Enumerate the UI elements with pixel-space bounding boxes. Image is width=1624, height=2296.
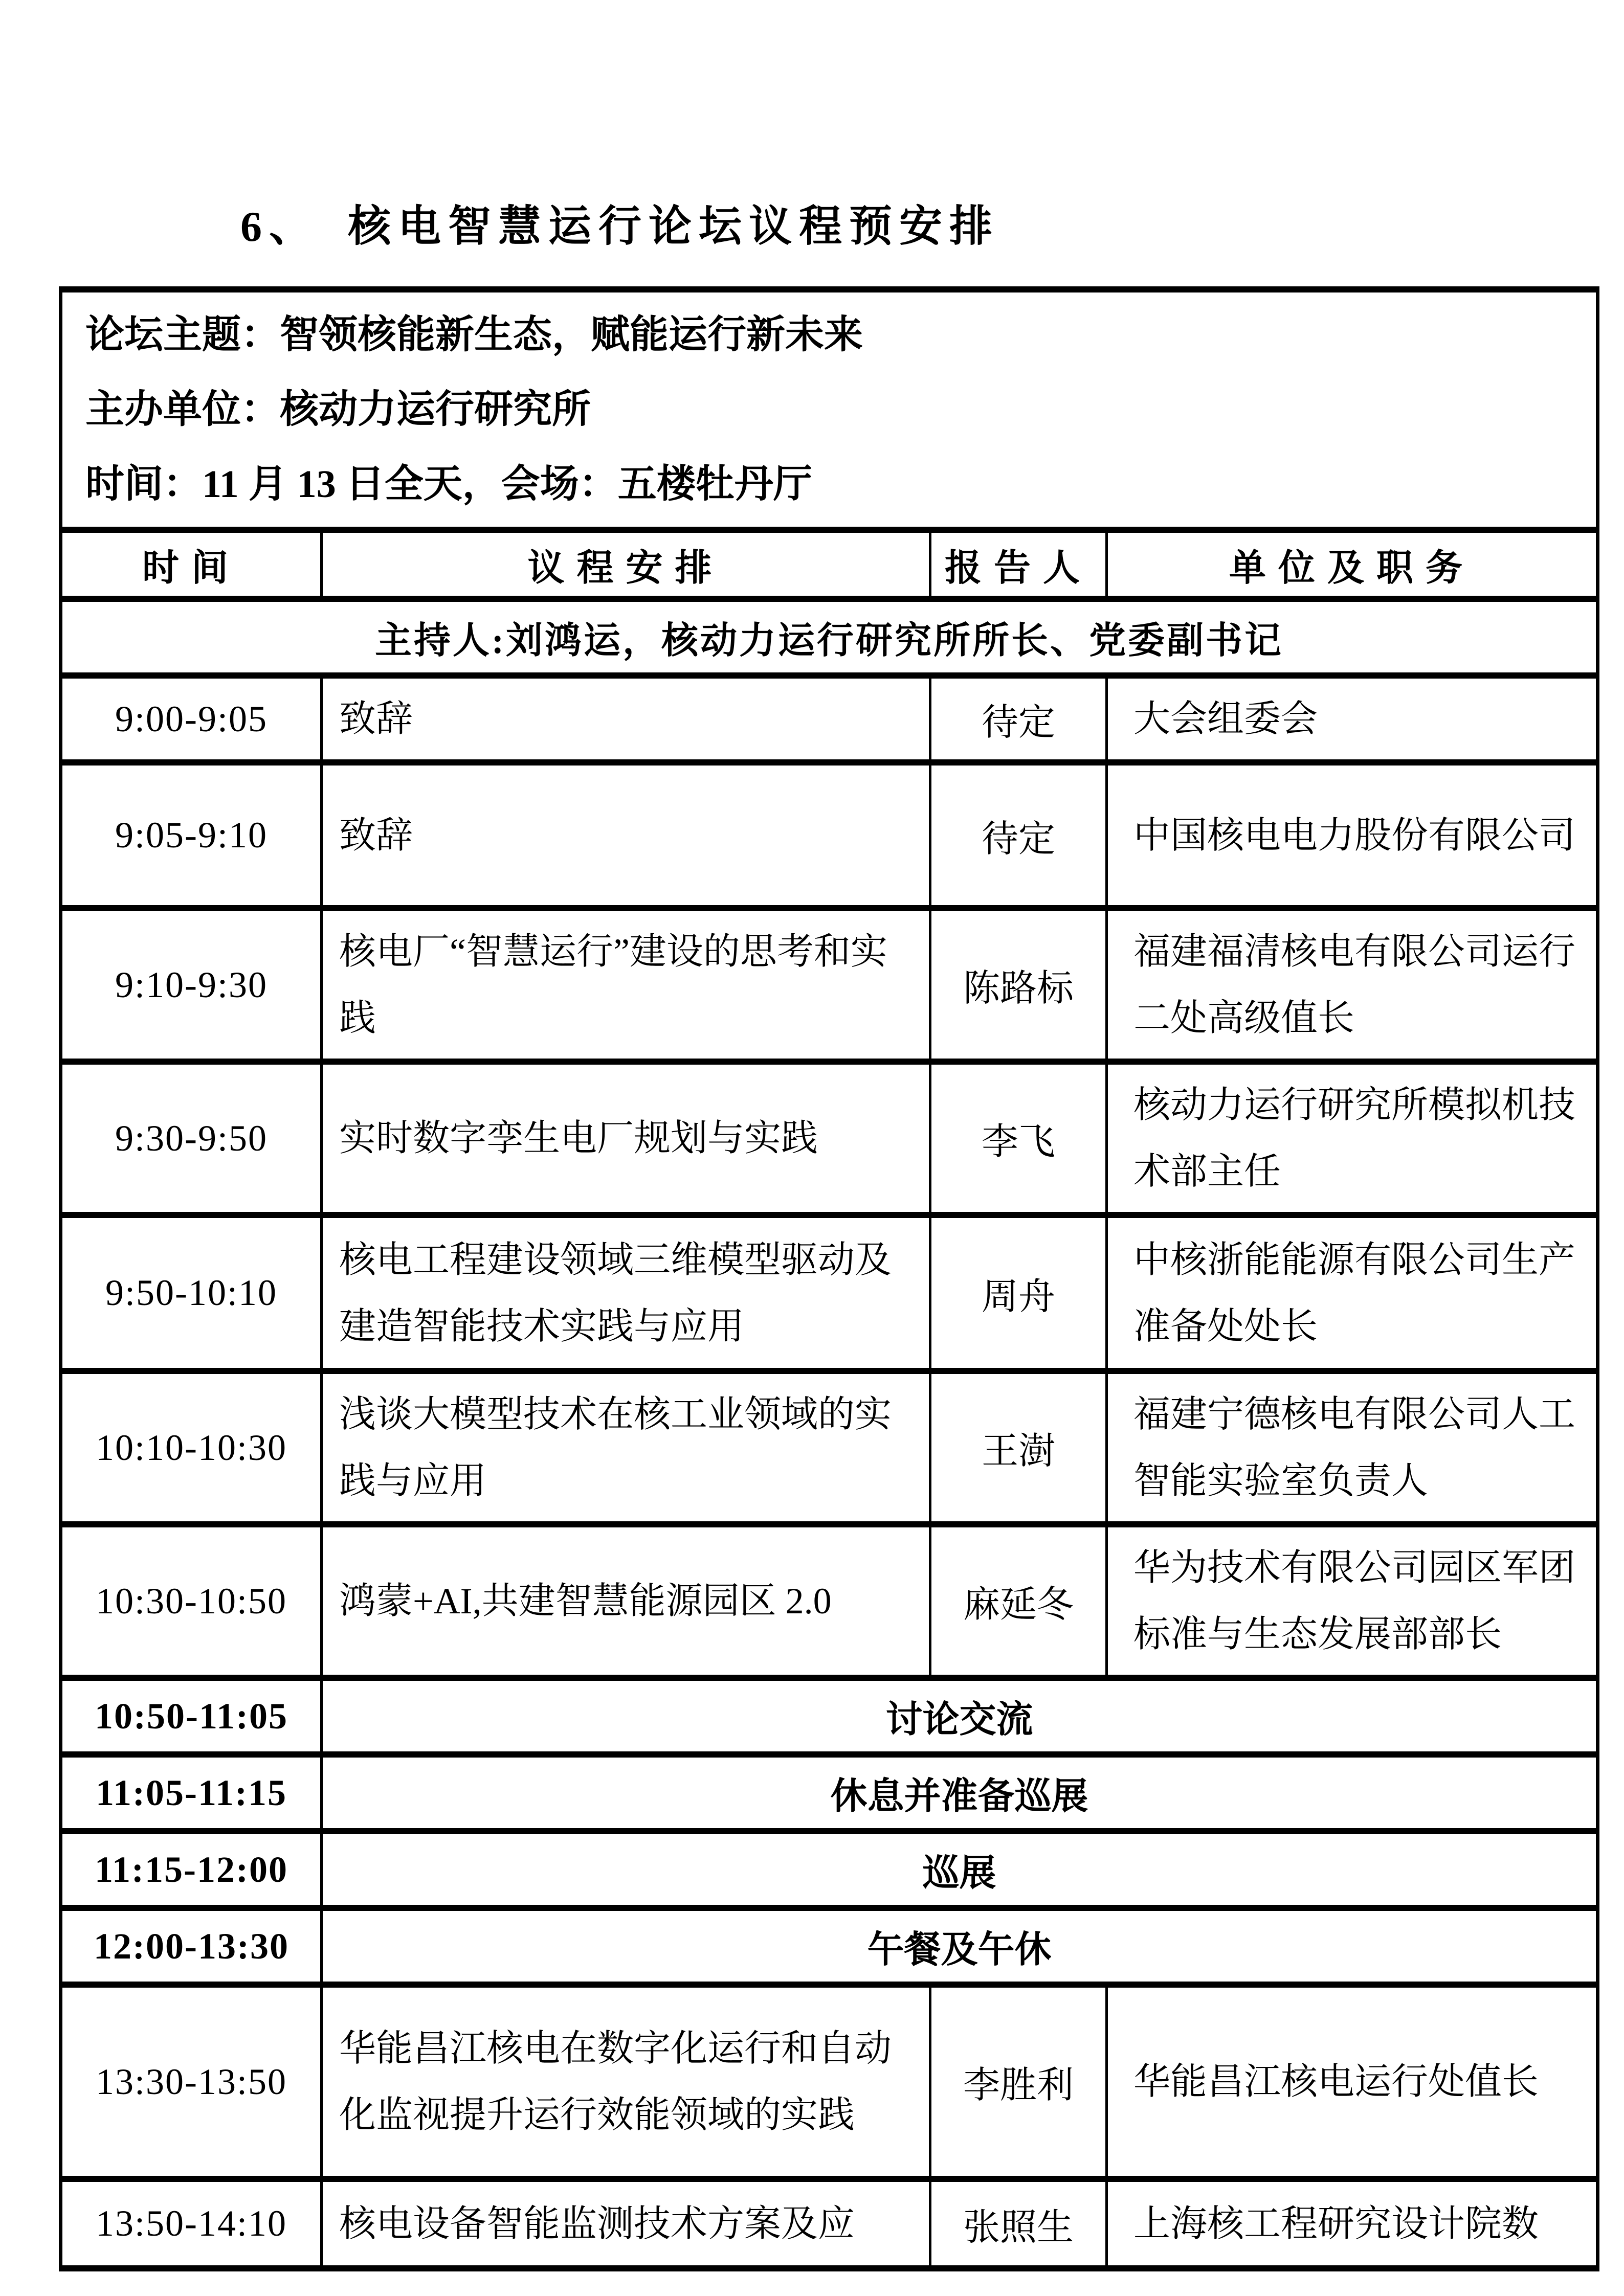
time-cell: 9:30-9:50 (61, 1062, 322, 1215)
affiliation-cell: 福建宁德核电有限公司人工智能实验室负责人 (1107, 1371, 1598, 1524)
affiliation-cell: 福建福清核电有限公司运行二处高级值长 (1107, 908, 1598, 1062)
header-time: 时间 (61, 530, 322, 599)
table-row (61, 676, 1598, 762)
speaker-cell: 待定 (930, 762, 1107, 908)
time-cell: 11:05-11:15 (61, 1754, 322, 1831)
speaker-cell: 王澍 (930, 1371, 1107, 1524)
agenda-cell: 浅谈大模型技术在核工业领域的实践与应用 (322, 1371, 930, 1524)
table-row (61, 1215, 1598, 1371)
time-cell: 13:30-13:50 (61, 1985, 322, 2179)
table-row (61, 908, 1598, 1062)
page-title: 6、 核电智慧运行论坛议程预安排 (240, 203, 1000, 251)
time-cell: 10:30-10:50 (61, 1524, 322, 1678)
merged-cell: 休息并准备巡展 (322, 1754, 1598, 1831)
table-row (61, 1371, 1598, 1524)
time-cell: 9:50-10:10 (61, 1215, 322, 1371)
speaker-cell: 待定 (930, 676, 1107, 762)
merged-cell: 巡展 (322, 1831, 1598, 1908)
time-cell: 10:10-10:30 (61, 1371, 322, 1524)
table-row (61, 1831, 1598, 1908)
table-row (61, 1985, 1598, 2179)
table-row (61, 762, 1598, 908)
time-cell: 10:50-11:05 (61, 1678, 322, 1754)
time-cell: 9:05-9:10 (61, 762, 322, 908)
table-row (61, 2179, 1598, 2268)
agenda-cell: 核电工程建设领域三维模型驱动及建造智能技术实践与应用 (322, 1215, 930, 1371)
time-cell: 13:50-14:10 (61, 2179, 322, 2268)
agenda-cell: 核电设备智能监测技术方案及应 (322, 2179, 930, 2268)
agenda-cell: 核电厂“智慧运行”建设的思考和实践 (322, 908, 930, 1062)
speaker-cell: 李胜利 (930, 1985, 1107, 2179)
affiliation-cell: 核动力运行研究所模拟机技术部主任 (1107, 1062, 1598, 1215)
affiliation-cell: 上海核工程研究设计院数 (1107, 2179, 1598, 2268)
header-affiliation: 单位及职务 (1107, 530, 1598, 599)
table-row (61, 1908, 1598, 1985)
speaker-cell: 麻延冬 (930, 1524, 1107, 1678)
affiliation-cell: 中国核电电力股份有限公司 (1107, 762, 1598, 908)
affiliation-cell: 大会组委会 (1107, 676, 1598, 762)
header-agenda: 议程安排 (322, 530, 930, 599)
speaker-cell: 李飞 (930, 1062, 1107, 1215)
merged-cell: 讨论交流 (322, 1678, 1598, 1754)
time-cell: 12:00-13:30 (61, 1908, 322, 1985)
affiliation-cell: 华能昌江核电运行处值长 (1107, 1985, 1598, 2179)
table-row (61, 1062, 1598, 1215)
table-row (61, 1678, 1598, 1754)
speaker-cell: 周舟 (930, 1215, 1107, 1371)
speaker-cell: 张照生 (930, 2179, 1107, 2268)
merged-cell: 午餐及午休 (322, 1908, 1598, 1985)
time-cell: 9:10-9:30 (61, 908, 322, 1062)
moderator-cell: 主持人:刘鸿运，核动力运行研究所所长、党委副书记 (61, 599, 1598, 676)
agenda-cell: 鸿蒙+AI,共建智慧能源园区 2.0 (322, 1524, 930, 1678)
forum-time-venue: 时间：11 月 13 日全天，会场：五楼牡丹厅 (85, 463, 812, 506)
agenda-cell: 华能昌江核电在数字化运行和自动化监视提升运行效能领域的实践 (322, 1985, 930, 2179)
affiliation-cell: 华为技术有限公司园区军团标准与生态发展部部长 (1107, 1524, 1598, 1678)
header-speaker: 报告人 (930, 530, 1107, 599)
affiliation-cell: 中核浙能能源有限公司生产准备处处长 (1107, 1215, 1598, 1371)
agenda-table (59, 286, 1599, 2271)
agenda-cell: 实时数字孪生电厂规划与实践 (322, 1062, 930, 1215)
table-header-row (61, 530, 1598, 599)
speaker-cell: 陈路标 (930, 908, 1107, 1062)
agenda-cell: 致辞 (322, 676, 930, 762)
table-row (61, 1524, 1598, 1678)
time-cell: 11:15-12:00 (61, 1831, 322, 1908)
agenda-cell: 致辞 (322, 762, 930, 908)
forum-info-row (61, 289, 1598, 530)
moderator-row (61, 599, 1598, 676)
table-row (61, 1754, 1598, 1831)
time-cell: 9:00-9:05 (61, 676, 322, 762)
forum-theme: 论坛主题：智领核能新生态，赋能运行新未来 (85, 313, 863, 356)
forum-organizer: 主办单位：核动力运行研究所 (85, 388, 591, 431)
forum-info-cell (61, 289, 1598, 530)
